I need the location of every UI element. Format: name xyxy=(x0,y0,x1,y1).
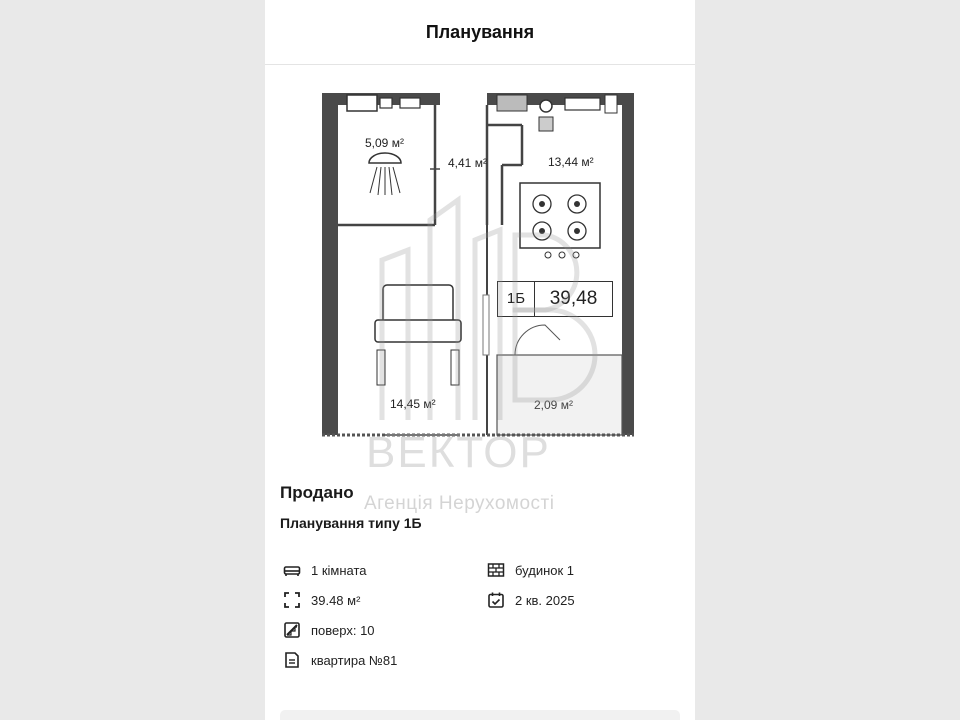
page-title-text: Планування xyxy=(425,21,535,42)
room-label-living: 14,45 м² xyxy=(390,397,436,411)
watermark-tagline: Агенція Нерухомості xyxy=(364,493,555,514)
expand-icon xyxy=(283,591,301,609)
watermark-brand: ВЕКТОР xyxy=(366,428,551,477)
feature-building xyxy=(487,561,574,579)
next-card-edge xyxy=(280,710,680,720)
bed-icon xyxy=(283,561,301,579)
floor-plan[interactable] xyxy=(265,65,695,463)
left-wall xyxy=(322,93,338,435)
feature-rooms xyxy=(283,561,367,579)
room-label-hall: 4,41 м² xyxy=(448,156,487,170)
feature-floor xyxy=(283,621,375,639)
room-label-bathroom: 5,09 м² xyxy=(365,136,404,150)
feature-apartment-text: квартира №81 xyxy=(311,652,398,668)
feature-floor-text: поверх: 10 xyxy=(311,622,375,638)
layout-type: Планування типу 1Б xyxy=(280,515,422,531)
apartment-info xyxy=(265,463,695,720)
feature-completion-text: 2 кв. 2025 xyxy=(515,592,575,608)
room-label-kitchen: 13,44 м² xyxy=(548,155,594,169)
room-label-balcony: 2,09 м² xyxy=(534,398,573,412)
feature-building-text: будинок 1 xyxy=(515,562,575,578)
brick-icon xyxy=(487,561,505,579)
feature-area-text: 39.48 м² xyxy=(311,592,361,608)
feature-completion xyxy=(487,591,575,609)
feature-area xyxy=(283,591,360,609)
status-label: Продано xyxy=(280,483,354,502)
badge-type: 1Б xyxy=(498,282,535,316)
feature-rooms-text: 1 кімната xyxy=(311,562,367,578)
apartment-badge xyxy=(497,281,613,317)
apartment-card xyxy=(265,0,695,720)
feature-apartment xyxy=(283,651,397,669)
right-wall xyxy=(622,93,634,435)
page-title xyxy=(265,0,695,65)
floor-plan-drawing xyxy=(265,65,695,463)
calendar-check-icon xyxy=(487,591,505,609)
document-icon xyxy=(283,651,301,669)
stairs-icon xyxy=(283,621,301,639)
badge-area: 39,48 xyxy=(549,288,598,309)
